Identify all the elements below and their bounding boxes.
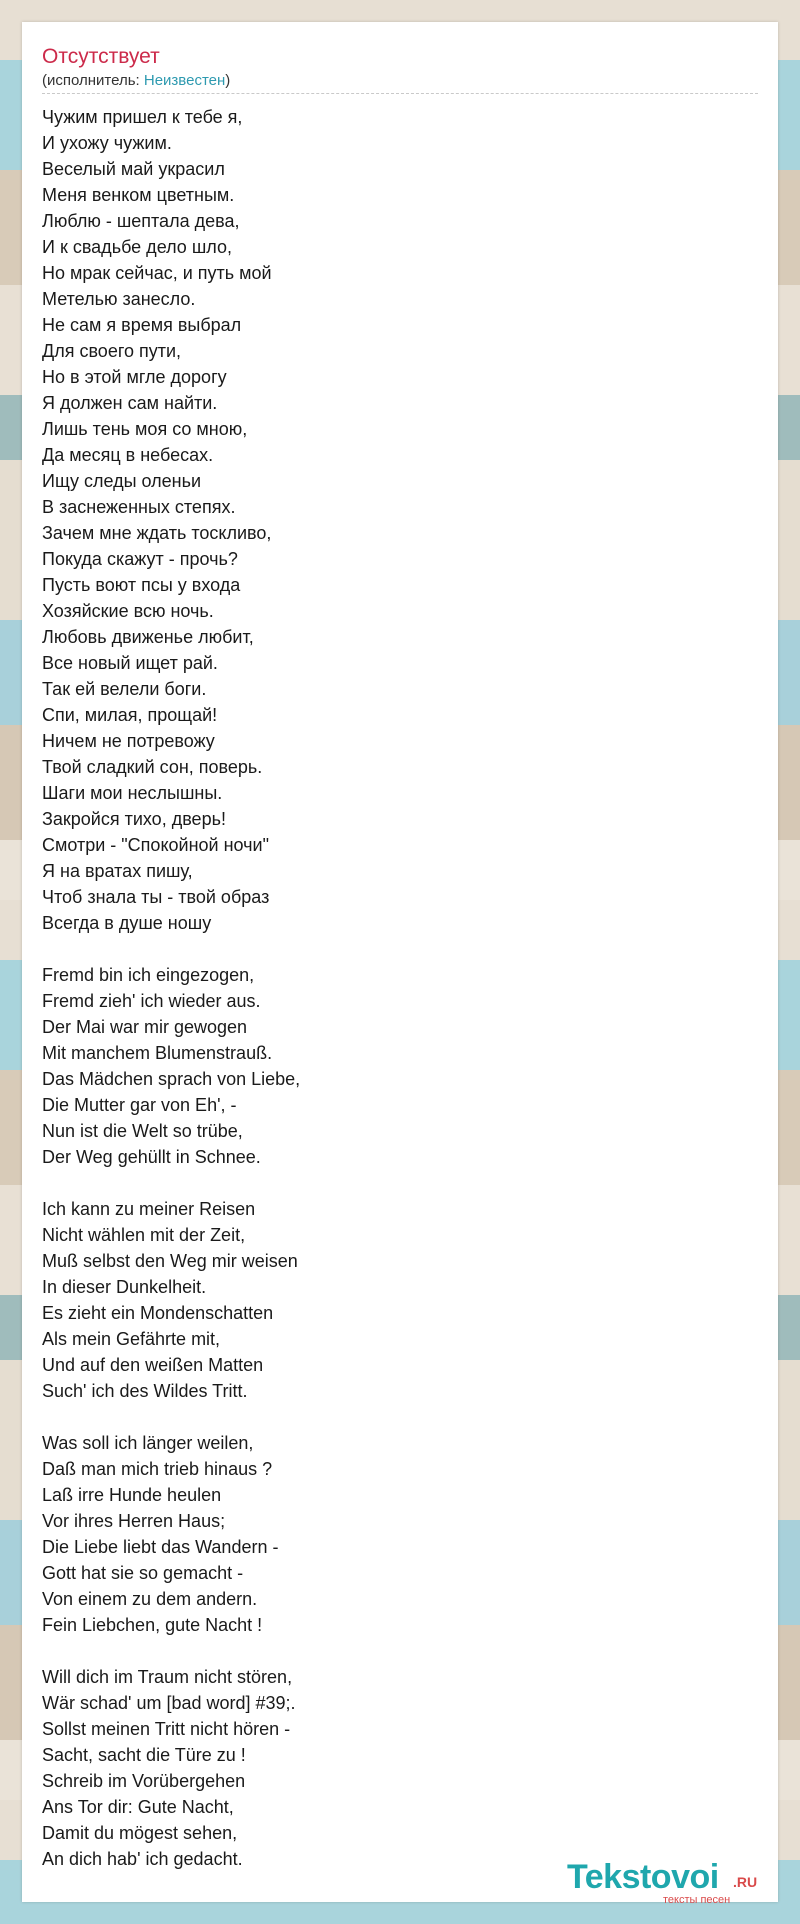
logo-tagline: тексты песен [663, 1894, 731, 1906]
lyrics-card [22, 22, 778, 1906]
artist-prefix: (исполнитель: [42, 72, 144, 89]
title-divider [42, 93, 758, 94]
artist-link[interactable]: Неизвестен [143, 72, 226, 89]
site-logo[interactable] [567, 1858, 767, 1906]
logo-wordmark: Tekstovoi [567, 1858, 719, 1896]
artist-suffix: ) [225, 72, 231, 89]
lyrics-text: Чужим пришел к тебе я, И ухожу чужим. Веселый май украсил Меня венком цветным. Люблю - шептала дева, И к свадьбе дело шло, Но мрак сейчас, и путь мой Метелью занесло. Не сам я время выбрал Для своего пути, Но в этой мгле дорогу Я должен сам найти. Лишь тень моя со мною, Да месяц в небесах. Ищу следы оленьи В заснеженных степях. Зачем мне ждать тоскливо, Покуда скажут - прочь? Пусть воют псы у входа Хозяйские всю ночь. Любовь движенье любит, Все новый ищет рай. Так ей велели боги. Спи, милая, прощай! Ничем не потревожу Твой сладкий сон, поверь. Шаги мои неслышны. Закройся тихо, дверь! Смотри - "Спокойной ночи" Я на вратах пишу, Чтоб знала ты - твой образ Всегда в душе ношу Fremd bin ich eingezogen, Fremd zieh' ich wieder aus. Der Mai war mir gewogen Mit manchem Blumenstrauß. Das Mädchen sprach von Liebe, Die Mutter gar von Eh', - Nun ist die Welt so trübe, Der Weg gehüllt in Schnee. Ich kann zu meiner Reisen Nicht wählen mit der Zeit, Muß selbst den Weg mir weisen In dieser Dunkelheit. Es zieht ein Mondenschatten Als mein Gefährte mit, Und auf den weißen Matten Such' ich des Wildes Tritt. Was soll ich länger weilen, Daß man mich trieb hinaus ? Laß irre Hunde heulen Vor ihres Herren Haus; Die Liebe liebt das Wandern - Gott hat sie so gemacht - Von einem zu dem andern. Fein Liebchen, gute Nacht ! Will dich im Traum nicht stören, Wär schad' um [bad word] #39;. Sollst meinen Tritt nicht hören - Sacht, sacht die Türe zu ! Schreib im Vorübergehen Ans Tor dir: Gute Nacht, Damit du mögest sehen, An dich hab' ich gedacht. [42, 107, 301, 1869]
artist-line [42, 72, 230, 90]
song-title: Отсутствует [42, 45, 160, 68]
logo-domain: .RU [733, 1874, 758, 1890]
